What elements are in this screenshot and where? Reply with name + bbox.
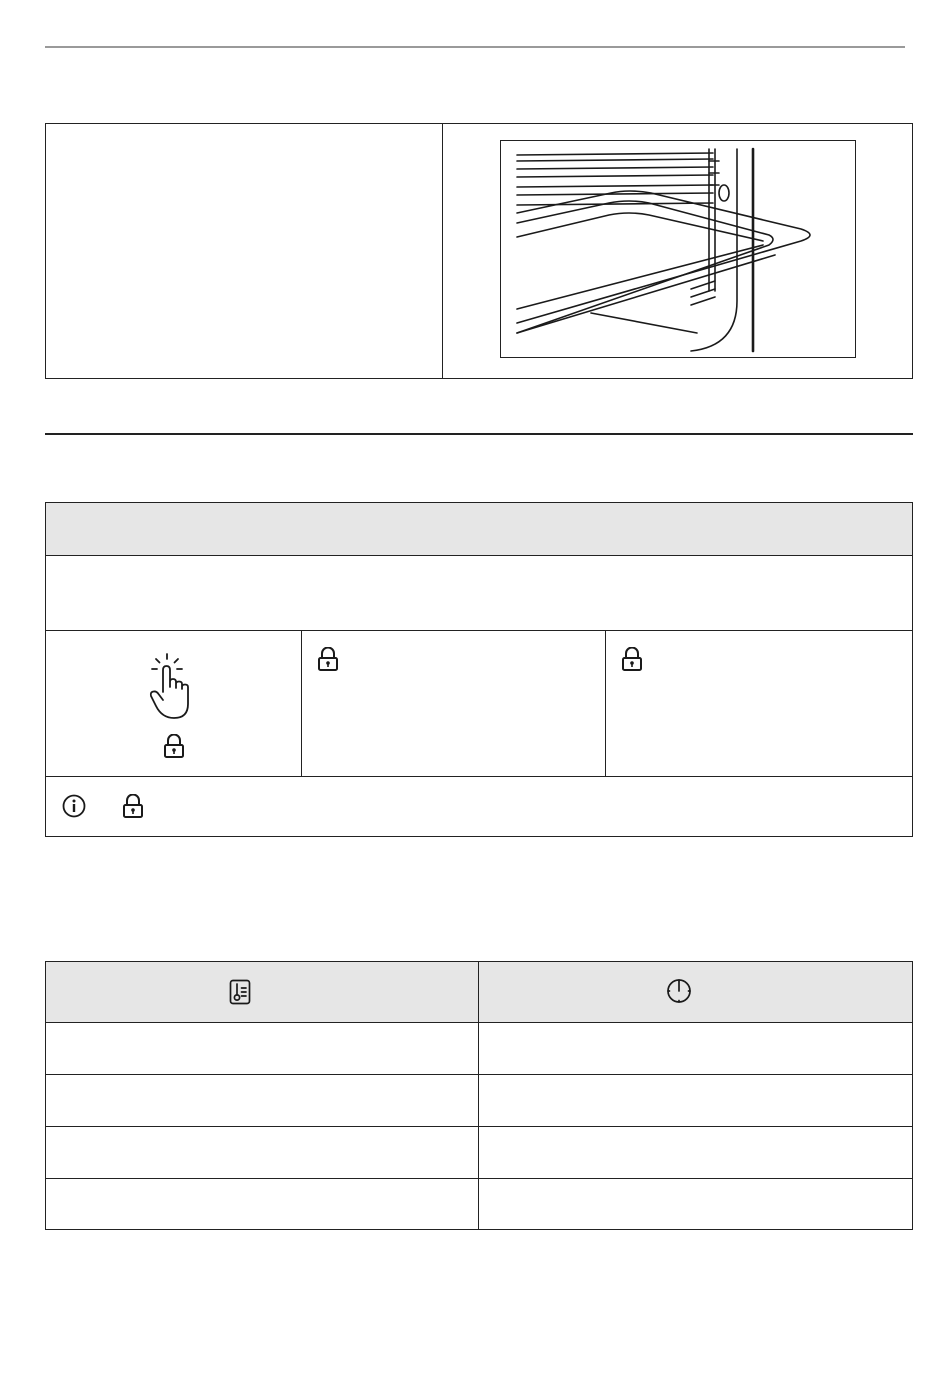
info-icon	[62, 794, 86, 818]
sensor-timer-table-header	[46, 962, 912, 1023]
table-cell	[46, 1023, 478, 1074]
food-sensor-icon	[229, 979, 251, 1005]
key-lock-icon	[163, 734, 185, 758]
table-row	[46, 1075, 912, 1127]
top-rule	[45, 46, 905, 48]
key-lock-icon	[317, 647, 339, 671]
key-lock-steps-row	[46, 631, 912, 777]
table-cell	[479, 1075, 912, 1126]
figure-text-cell	[46, 124, 443, 378]
table-row	[46, 1127, 912, 1179]
sensor-timer-table	[45, 961, 913, 1230]
table-row	[46, 1023, 912, 1075]
table-cell	[479, 1179, 912, 1230]
table-cell	[479, 1127, 912, 1178]
table-cell	[479, 1023, 912, 1074]
step-lock-off-cell	[606, 631, 912, 776]
key-lock-note-row	[46, 777, 912, 837]
table-cell	[46, 1179, 478, 1230]
oven-tray-illustration	[500, 140, 856, 358]
key-lock-table	[45, 502, 913, 837]
touch-hand-icon	[148, 652, 196, 724]
key-lock-icon	[621, 647, 643, 671]
section-rule	[45, 433, 913, 435]
table-cell	[46, 1075, 478, 1126]
table-cell	[46, 1127, 478, 1178]
figure-table	[45, 123, 913, 379]
key-lock-table-header	[46, 503, 912, 556]
key-lock-description-row	[46, 556, 912, 631]
step-touch-cell	[46, 631, 302, 776]
key-lock-icon	[122, 794, 144, 818]
step-lock-on-cell	[302, 631, 606, 776]
table-row	[46, 1179, 912, 1230]
timer-icon	[666, 978, 692, 1004]
